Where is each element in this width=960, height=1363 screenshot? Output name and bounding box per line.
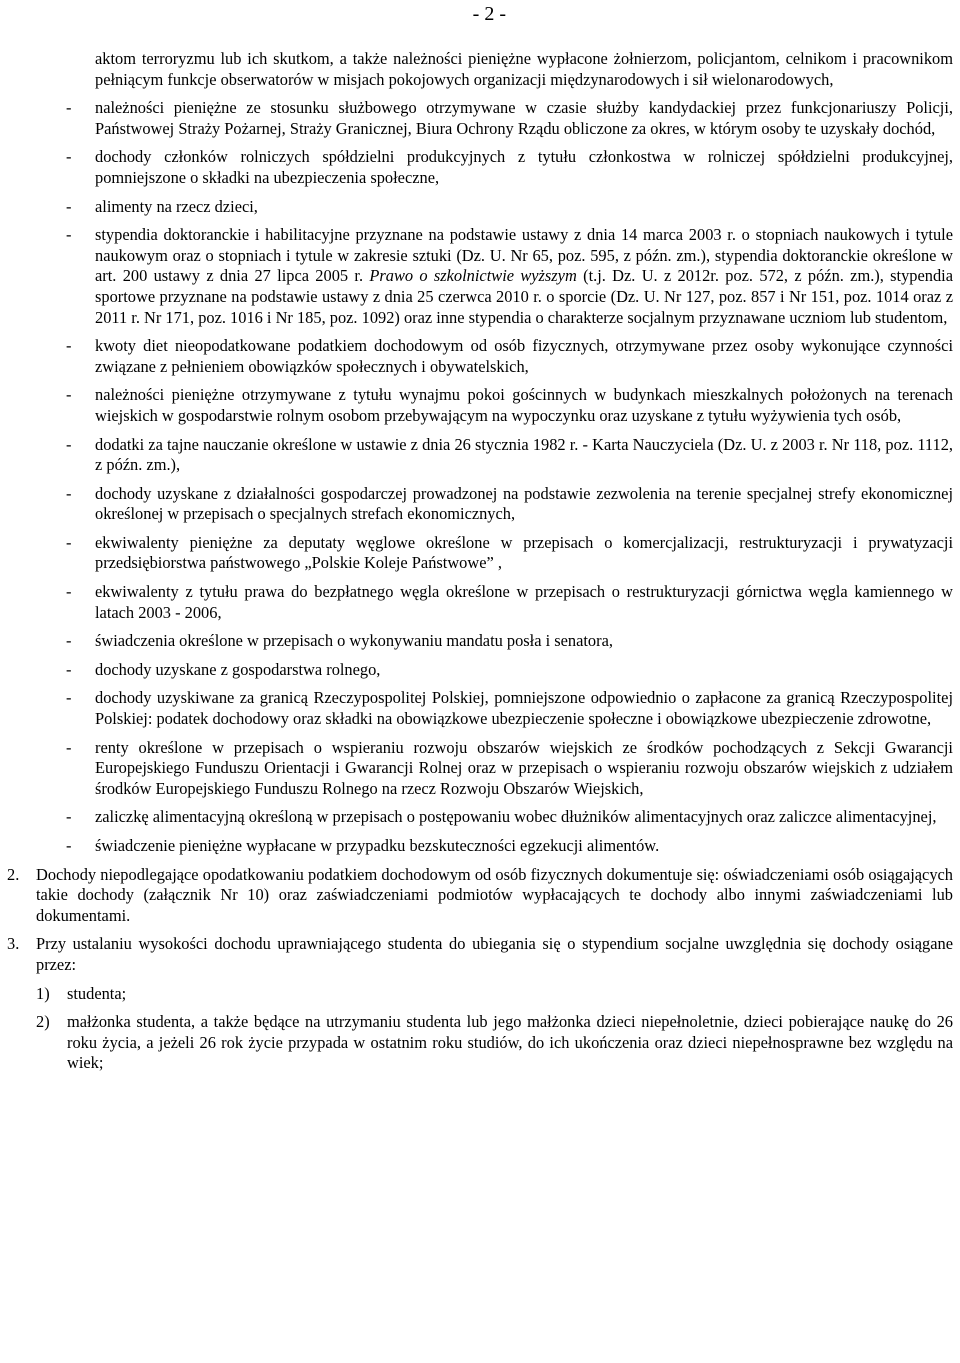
list-item-text: dochody uzyskane z działalności gospodarczej prowadzonej na podstawie zezwolenia na terenie specjalnej strefy ekonomicznej określonej w przepisach o specjalnych strefach ekonomicznych, <box>95 483 953 524</box>
list-item <box>0 98 960 139</box>
list-item-text: świadczenia określone w przepisach o wykonywaniu mandatu posła i senatora, <box>95 631 613 651</box>
document-body <box>0 49 960 1082</box>
list-item-text <box>95 225 953 328</box>
list-item <box>0 533 960 574</box>
list-item-text: dochody uzyskiwane za granicą Rzeczypospolitej Polskiej, pomniejszone odpowiednio o zapłacone za granicą Rzeczypospolitej Polskiej: podatek dochodowy oraz składki na obowiązkowe ubezpieczenie społeczne i obowiązkowe ubezpieczenie zdrowotne, <box>95 688 953 729</box>
dash-marker: - <box>66 807 72 827</box>
dash-marker: - <box>66 659 72 679</box>
dash-marker: - <box>66 532 72 552</box>
list-item-text: należności pieniężne otrzymywane z tytułu wynajmu pokoi gościnnych w budynkach mieszkalnych położonych na terenach wiejskich w gospodarstwie rolnym osobom przebywającym na wypoczynku oraz uzyskane z tytułu wyżywienia tych osób, <box>95 385 953 425</box>
dash-marker: - <box>66 688 72 708</box>
dash-marker: - <box>66 434 72 454</box>
list-item <box>0 147 960 188</box>
numbered-item-text: Dochody niepodlegające opodatkowaniu podatkiem dochodowym od osób fizycznych dokumentuje się: oświadczeniami osób osiągających takie dochody (załącznik Nr 10) oraz zaświadczeniami podmiotów wypłacających te dochody albo innymi zaświadczeniami lub dokumentami. <box>36 864 953 925</box>
numbered-item-text: Przy ustalaniu wysokości dochodu uprawniającego studenta do ubiegania się o stypendium socjalne uwzględnia się dochody osiągane przez: <box>36 934 953 974</box>
dash-marker: - <box>66 737 72 757</box>
numbered-marker: 3. <box>7 934 20 954</box>
list-item-text: dodatki za tajne nauczanie określone w ustawie z dnia 26 stycznia 1982 r. - Karta Nauczyciela (Dz. U. z 2003 r. Nr 118, poz. 1112, z późn. zm.), <box>95 434 953 475</box>
list-item-text: zaliczkę alimentacyjną określoną w przepisach o postępowaniu wobec dłużników alimentacyjnych oraz zaliczce alimentacyjnej, <box>95 807 937 827</box>
list-item-text: dochody uzyskane z gospodarstwa rolnego, <box>95 659 381 679</box>
dash-marker: - <box>66 483 72 503</box>
page-number: - 2 - <box>472 3 506 25</box>
list-item-text: należności pieniężne ze stosunku służbowego otrzymywane w czasie służby kandydackiej przez funkcjonariuszy Policji, Państwowej Straży Pożarnej, Straży Granicznej, Biura Ochrony Rządu obliczone za okres, w którym osoby te uzyskały dochód, <box>95 98 953 138</box>
list-item-stypendia <box>0 225 960 328</box>
dash-marker: - <box>66 98 72 118</box>
list-item <box>0 197 960 218</box>
dash-marker: - <box>66 631 72 651</box>
stypendia-text-part1: stypendia doktoranckie i habilitacyjne przyznane na podstawie ustawy z dnia 14 marca 2003 r. o stopniach naukowych i tytule naukowym oraz o stopniach i tytule w zakresie sztuki (Dz. U. Nr 65, poz. 595, z późn. zm.), stypendia doktoranckie określone w art. 200 ustawy z dnia 27 lipca 2005 r. <box>95 225 953 286</box>
list-item-text: świadczenie pieniężne wypłacane w przypadku bezskuteczności egzekucji alimentów. <box>95 836 660 855</box>
dash-marker: - <box>66 385 72 405</box>
act-title-italic: Prawo o szkolnictwie wyższym <box>369 266 577 286</box>
list-item <box>0 385 960 426</box>
list-item <box>0 631 960 652</box>
dash-marker: - <box>66 147 72 167</box>
sub-item-text: studenta; <box>67 983 127 1003</box>
list-item <box>0 836 960 857</box>
sub-item-1 <box>0 984 960 1005</box>
list-item-text: dochody członków rolniczych spółdzielni produkcyjnych z tytułu członkostwa w rolniczej spółdzielni produkcyjnej, pomniejszone o składki na ubezpieczenia społeczne, <box>95 147 953 187</box>
list-item <box>0 688 960 729</box>
numbered-item-3 <box>0 934 960 975</box>
dash-marker: - <box>66 225 72 245</box>
list-item <box>0 336 960 377</box>
list-item-text: ekwiwalenty pieniężne za deputaty węglowe określone w przepisach o komercjalizacji, restrukturyzacji i prywatyzacji przedsiębiorstwa państwowego „Polskie Koleje Państwowe” , <box>95 532 953 573</box>
numbered-marker: 2. <box>7 864 20 884</box>
list-item-text: kwoty diet nieopodatkowane podatkiem dochodowym od osób fizycznych, otrzymywane przez osoby wykonujące czynności związane z pełnieniem obowiązków społecznych i obywatelskich, <box>95 336 953 376</box>
dash-marker: - <box>66 582 72 602</box>
numbered-item-2 <box>0 865 960 927</box>
sub-item-marker: 1) <box>36 983 50 1003</box>
dash-marker: - <box>66 336 72 356</box>
list-item <box>0 435 960 476</box>
list-item-text: ekwiwalenty z tytułu prawa do bezpłatnego węgla określone w przepisach o restrukturyzacji górnictwa węgla kamiennego w latach 2003 - 2006, <box>95 582 953 622</box>
list-item <box>0 807 960 828</box>
dash-marker: - <box>66 836 72 855</box>
list-item-text: alimenty na rzecz dzieci, <box>95 196 258 216</box>
intro-paragraph: aktom terroryzmu lub ich skutkom, a także należności pieniężne wypłacone żołnierzom, policjantom, celnikom i pracownikom pełniącym funkcje obserwatorów w misjach pokojowych organizacji międzynarodowych i sił wielonarodowych, <box>95 49 953 89</box>
list-item <box>0 484 960 525</box>
list-item <box>0 738 960 800</box>
sub-item-2 <box>0 1012 960 1074</box>
list-item <box>0 660 960 681</box>
sub-item-marker: 2) <box>36 1012 50 1032</box>
list-item <box>0 582 960 623</box>
list-item-text: renty określone w przepisach o wspieraniu rozwoju obszarów wiejskich ze środków pochodzących z Sekcji Gwarancji Europejskiego Funduszu Orientacji i Gwarancji Rolnej oraz w przepisach o wspieraniu rozwoju obszarów wiejskich z udziałem środków Europejskiego Funduszu Rolnego na rzecz Rozwoju Obszarów Wiejskich, <box>95 737 953 798</box>
sub-item-text: małżonka studenta, a także będące na utrzymaniu studenta lub jego małżonka dzieci niepełnoletnie, dzieci pobierające naukę do 26 roku życia, a jeżeli 26 rok życie przypada w ostatnim roku studiów, do ich ukończenia oraz dzieci niepełnosprawne bez względu na wiek; <box>67 1012 953 1073</box>
dash-marker: - <box>66 196 72 216</box>
stypendia-text-part2: (t.j. Dz. U. z 2012r. poz. 572, z późn. zm.), stypendia sportowe przyznane na podstawie ustawy z dnia 25 czerwca 2010 r. o sporcie (Dz. U. Nr 127, poz. 857 i Nr 151, poz. 1014 oraz z 2011 r. Nr 171, poz. 1016 i Nr 185, poz. 1092) oraz inne stypendia o charakterze socjalnym przyznawane uczniom lub studentom, <box>95 266 953 327</box>
